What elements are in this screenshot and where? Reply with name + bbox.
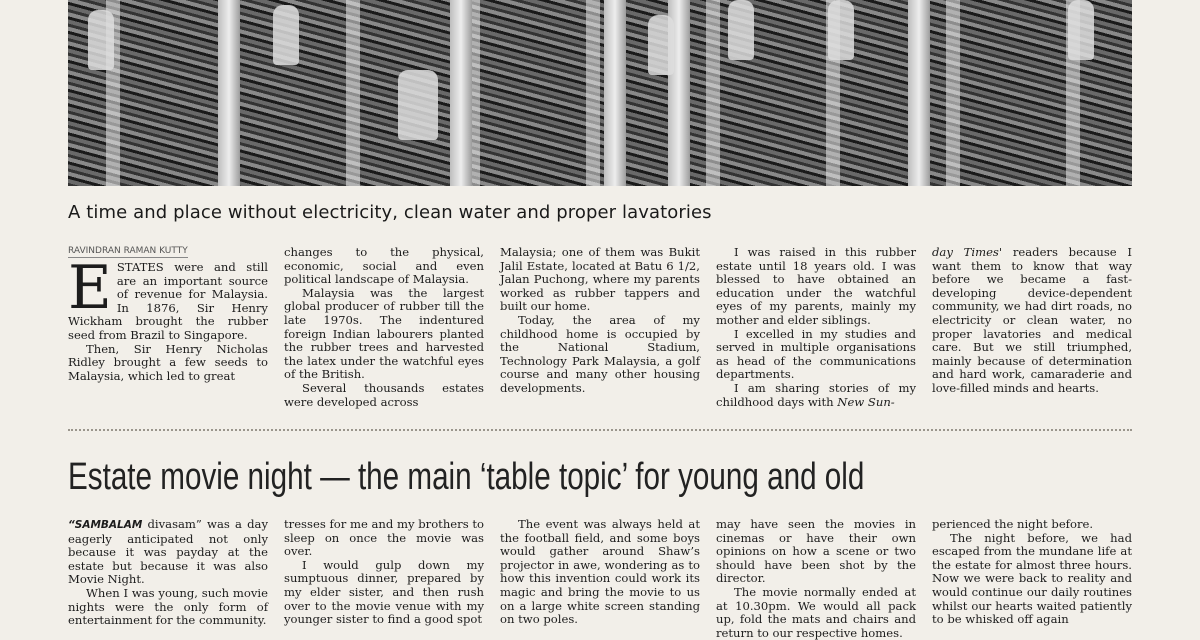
paragraph: The event was always held at the football field, and some boys would gather around Shaw’s projector in awe, wondering as to how this invention could work its magic and bring the movie to us on a large white screen standing on two poles.: [500, 517, 700, 627]
estate-photo: [68, 0, 1132, 186]
paragraph-text: divasam” was a day eagerly anticipated not only because it was payday at the estate but because it was also Movie Night.: [68, 517, 268, 587]
headline: Estate movie night — the main ‘table topic’ for young and old: [68, 456, 865, 498]
paragraph-text: I am sharing stories of my childhood days with: [716, 380, 916, 409]
paragraph: may have seen the movies in cinemas or have their own opinions on how a scene or two should have been shot by the director.: [716, 517, 916, 586]
paragraph: Today, the area of my childhood home is occupied by the National Stadium, Technology Park Malaysia, a golf course and many other housing developments.: [500, 312, 700, 395]
publication-name: New Sun-: [837, 394, 895, 409]
paragraph: Malaysia; one of them was Bukit Jalil Estate, located at Batu 6 1/2, Jalan Puchong, where my parents worked as rubber tappers and built our home.: [500, 245, 700, 314]
paragraph: [716, 382, 916, 409]
section-divider: [68, 429, 1132, 431]
kicker: “SAMBALAM: [68, 519, 143, 531]
worker-figure: [398, 70, 438, 140]
paragraph: STATES were and still are an important source of revenue for Malaysia. In 1876, Sir Henry Wickham brought the rubber seed from Brazil to Singapore.: [68, 260, 268, 342]
worker-figure: [1068, 0, 1094, 60]
worker-figure: [728, 0, 754, 60]
story1-column-1: [68, 253, 268, 383]
story1-column-2: [284, 246, 484, 409]
byline: RAVINDRAN RAMAN KUTTY: [68, 246, 188, 256]
story1-column-5: [932, 246, 1132, 396]
paragraph: tresses for me and my brothers to sleep on once the movie was over.: [284, 517, 484, 559]
paragraph: [68, 518, 268, 587]
tree-trunk: [604, 0, 626, 186]
paragraph: I excelled in my studies and served in multiple organisations as head of the communications departments.: [716, 326, 916, 382]
story2-column-4: [716, 518, 916, 640]
drop-cap: E: [68, 253, 112, 323]
worker-figure: [273, 5, 299, 65]
worker-figure: [88, 10, 114, 70]
paragraph: When I was young, such movie nights were the only form of entertainment for the community.: [68, 585, 268, 628]
story2-column-1: [68, 518, 268, 628]
story2-column-3: [500, 518, 700, 627]
story2-column-2: [284, 518, 484, 627]
tree-trunk: [908, 0, 930, 186]
paragraph: I would gulp down my sumptuous dinner, prepared by my elder sister, and then rush over to the movie venue with my younger sister to find a good spot: [284, 557, 484, 627]
story2-column-5: [932, 518, 1132, 627]
paragraph: changes to the physical, economic, social and even political landscape of Malaysia.: [284, 245, 484, 287]
paragraph: [932, 246, 1132, 396]
paragraph: I was raised in this rubber estate until 18 years old. I was blessed to have obtained an education under the watchful eyes of my parents, mainly my mother and elder siblings.: [716, 245, 916, 327]
photo-caption: A time and place without electricity, clean water and proper lavatories: [68, 202, 712, 223]
worker-figure: [828, 0, 854, 60]
paragraph-text: readers because I want them to know that way before we became a fast-developing device-dependent community, we had dirt roads, no electricity or clean water, no proper lavatories and medical care. But we still triumphed, mainly because of determination and hard work, camaraderie and love-filled minds and hearts.: [932, 245, 1132, 395]
story1-column-4: [716, 246, 916, 409]
publication-name: day Times': [932, 245, 1003, 259]
paragraph: perienced the night before.: [932, 517, 1094, 531]
paragraph: Malaysia was the largest global producer of rubber till the late 1970s. The indentured foreign Indian labourers planted the rubber trees and harvested the latex under the watchful eyes of the British.: [284, 285, 484, 382]
tree-trunk: [218, 0, 240, 186]
paragraph: Then, Sir Henry Nicholas Ridley brought a few seeds to Malaysia, which led to great: [68, 341, 268, 383]
tree-trunk: [450, 0, 472, 186]
paragraph: The movie normally ended at at 10.30pm. We would all pack up, fold the mats and chairs and return to our respective homes.: [716, 584, 916, 640]
paragraph: The night before, we had escaped from the mundane life at the estate for almost three hours. Now we were back to reality and would continue our daily routines whilst our hearts waited patiently to be whisked off again: [932, 530, 1132, 627]
story1-column-3: [500, 246, 700, 396]
paragraph: Several thousands estates were developed across: [284, 380, 484, 409]
worker-figure: [648, 15, 674, 75]
